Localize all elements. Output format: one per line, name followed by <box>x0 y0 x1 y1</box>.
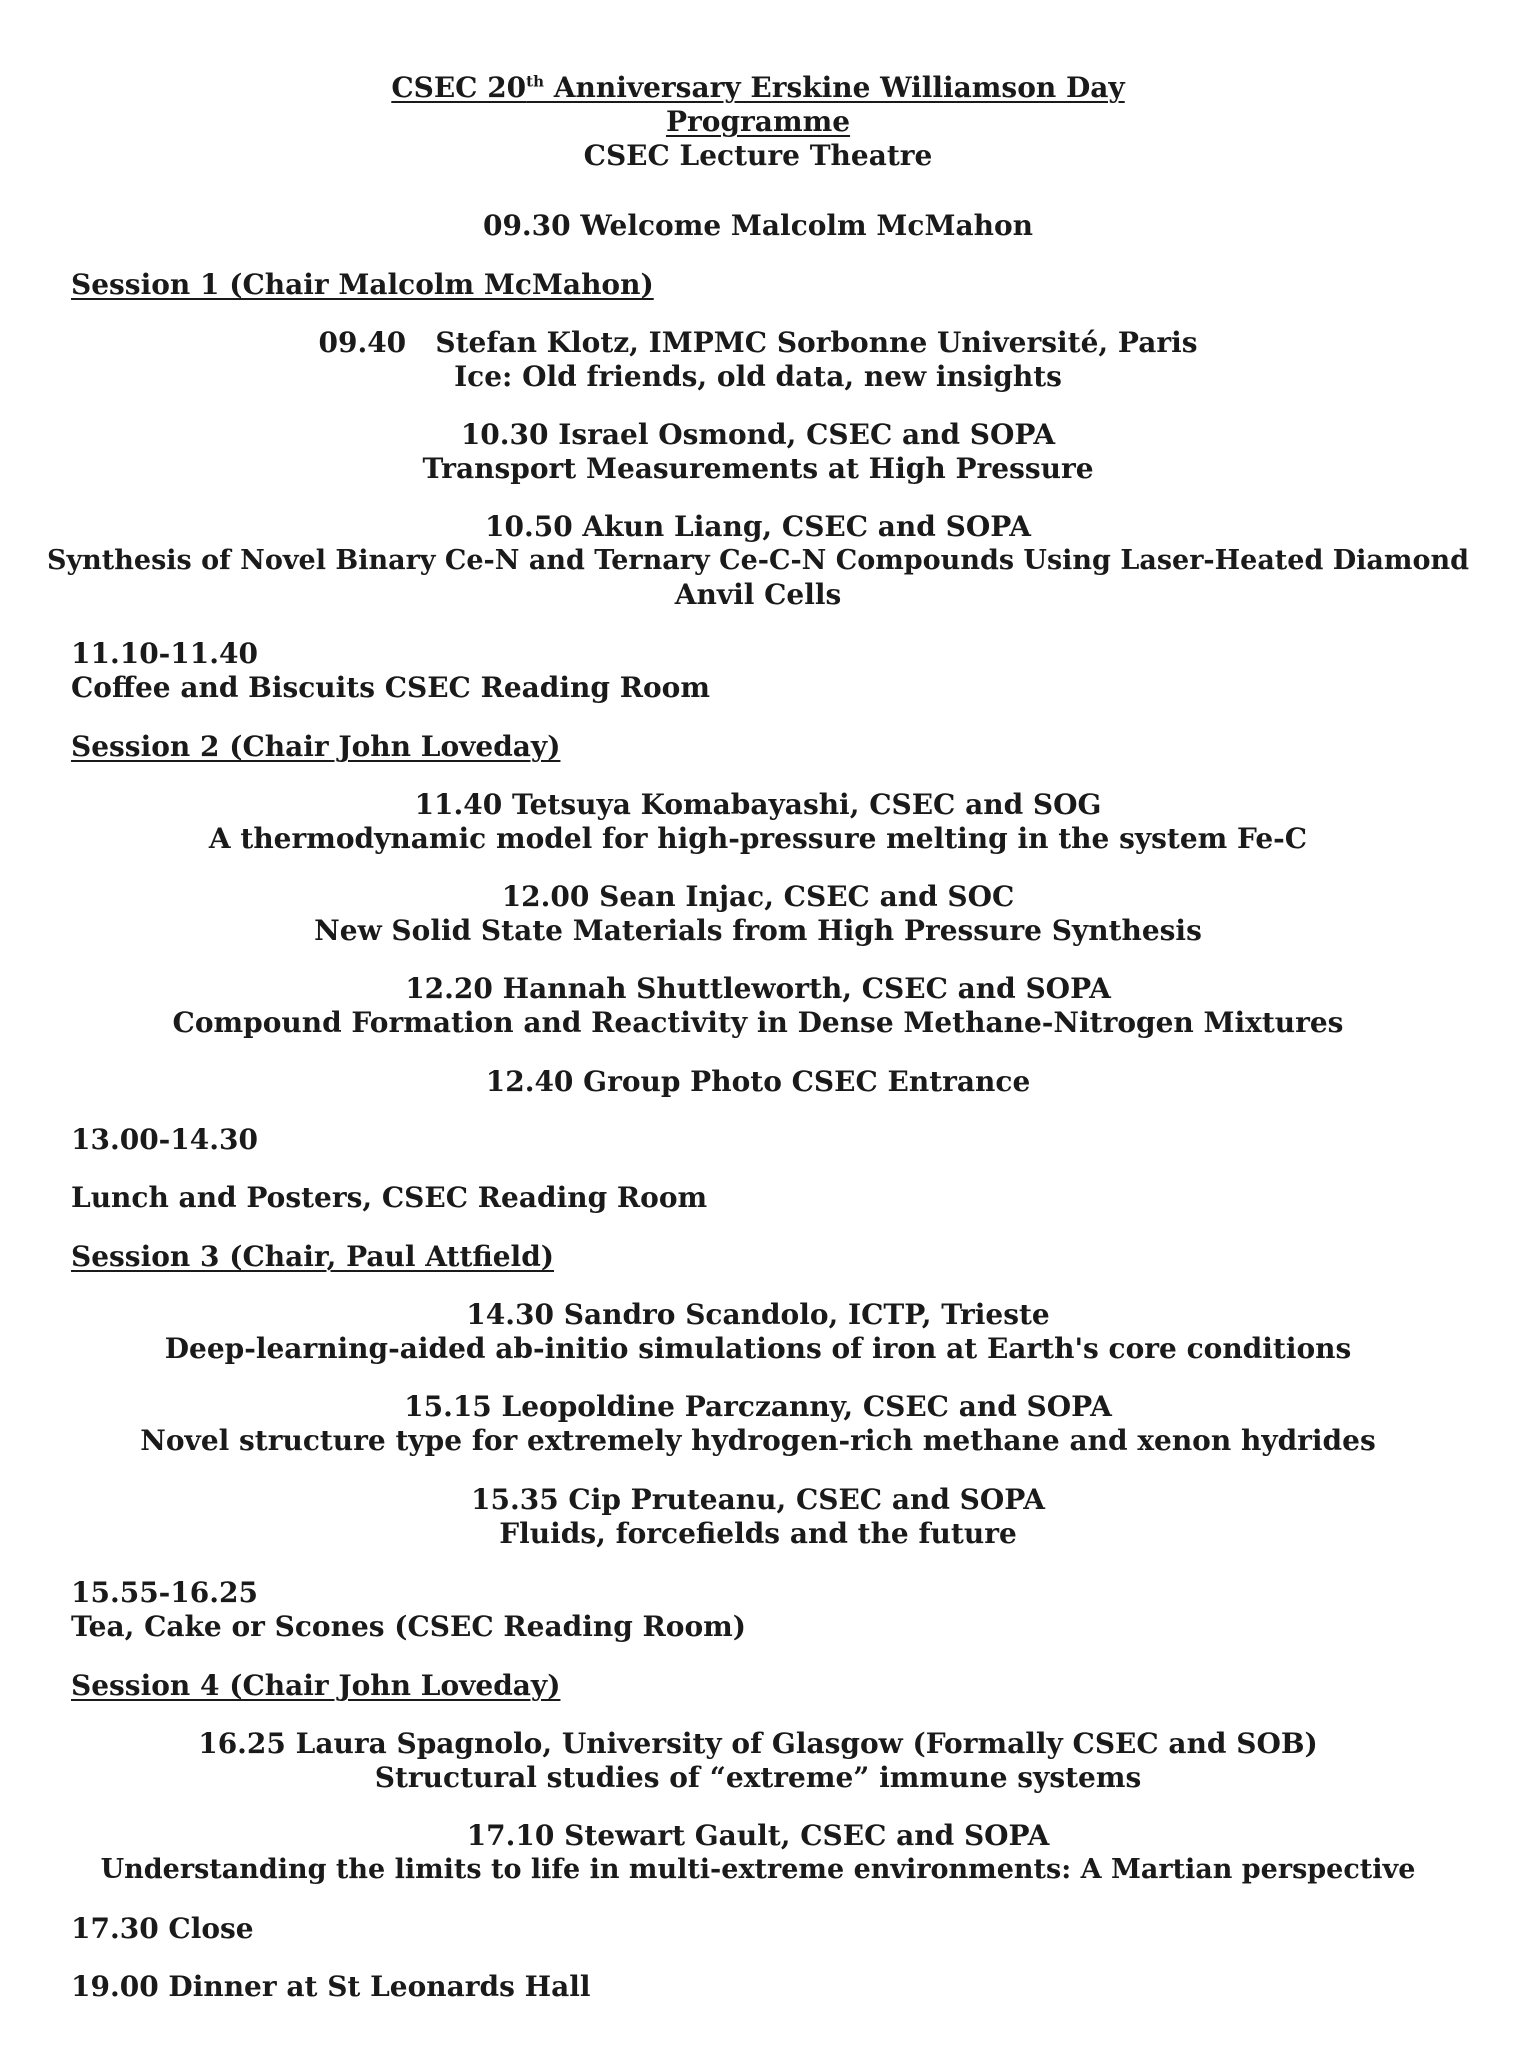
session-2-heading: Session 2 (Chair John Loveday) <box>71 730 561 763</box>
talk-time-speaker: 15.15 Leopoldine Parczanny, CSEC and SOPA <box>404 1390 1112 1423</box>
venue: CSEC Lecture Theatre <box>583 139 933 172</box>
group-photo-item: 12.40 Group Photo CSEC Entrance <box>485 1065 1031 1098</box>
session-3-heading: Session 3 (Chair, Paul Attfield) <box>71 1240 555 1273</box>
dinner-item: 19.00 Dinner at St Leonards Hall <box>71 1970 591 2003</box>
talk-time-speaker: 15.35 Cip Pruteanu, CSEC and SOPA <box>471 1483 1045 1516</box>
lunch-description: Lunch and Posters, CSEC Reading Room <box>71 1181 708 1214</box>
talk-title: Compound Formation and Reactivity in Dense Methane-Nitrogen Mixtures <box>172 1006 1344 1039</box>
talk-time-speaker: 10.50 Akun Liang, CSEC and SOPA <box>485 510 1031 543</box>
talk-time-speaker: 09.40 Stefan Klotz, IMPMC Sorbonne Université, Paris <box>318 326 1198 359</box>
talk-time-speaker: 17.10 Stewart Gault, CSEC and SOPA <box>466 1819 1050 1852</box>
talk-time-speaker: 10.30 Israel Osmond, CSEC and SOPA <box>460 418 1056 451</box>
talk-title: Novel structure type for extremely hydrogen-rich methane and xenon hydrides <box>140 1424 1376 1457</box>
talk-title: Synthesis of Novel Binary Ce-N and Ternary Ce-C-N Compounds Using Laser-Heated Diamond <box>46 545 1469 576</box>
talk-time-speaker: 14.30 Sandro Scandolo, ICTP, Trieste <box>466 1298 1050 1331</box>
talk-title: Transport Measurements at High Pressure <box>422 452 1094 485</box>
talk-title: New Solid State Materials from High Pressure Synthesis <box>314 914 1202 947</box>
programme-title: CSEC 20th Anniversary Erskine Williamson Day <box>391 71 1125 104</box>
talk-title: Understanding the limits to life in multi-extreme environments: A Martian perspective <box>100 1854 1416 1885</box>
talk-time-speaker: 11.40 Tetsuya Komabayashi, CSEC and SOG <box>414 788 1102 821</box>
break-time: 11.10-11.40 <box>71 637 258 670</box>
programme-subtitle: Programme <box>665 105 851 138</box>
welcome-item: 09.30 Welcome Malcolm McMahon <box>482 209 1034 242</box>
talk-title: Ice: Old friends, old data, new insights <box>454 360 1062 393</box>
talk-title: Fluids, forcefields and the future <box>499 1517 1017 1550</box>
close-item: 17.30 Close <box>71 1912 254 1945</box>
talk-title: Deep-learning-aided ab-initio simulations of iron at Earth's core conditions <box>164 1332 1352 1365</box>
talk-time-speaker: 16.25 Laura Spagnolo, University of Glasgow (Formally CSEC and SOB) <box>198 1727 1318 1760</box>
break-description: Tea, Cake or Scones (CSEC Reading Room) <box>71 1610 747 1643</box>
talk-time-speaker: 12.20 Hannah Shuttleworth, CSEC and SOPA <box>405 972 1111 1005</box>
break-description: Coffee and Biscuits CSEC Reading Room <box>71 671 710 704</box>
lunch-time: 13.00-14.30 <box>71 1123 258 1156</box>
session-1-heading: Session 1 (Chair Malcolm McMahon) <box>71 268 654 301</box>
talk-title-continued: Anvil Cells <box>674 578 842 611</box>
talk-title: Structural studies of “extreme” immune systems <box>374 1761 1142 1794</box>
break-time: 15.55-16.25 <box>71 1576 258 1609</box>
talk-title: A thermodynamic model for high-pressure melting in the system Fe-C <box>208 822 1308 855</box>
talk-time-speaker: 12.00 Sean Injac, CSEC and SOC <box>501 880 1015 913</box>
session-4-heading: Session 4 (Chair John Loveday) <box>71 1669 561 1702</box>
